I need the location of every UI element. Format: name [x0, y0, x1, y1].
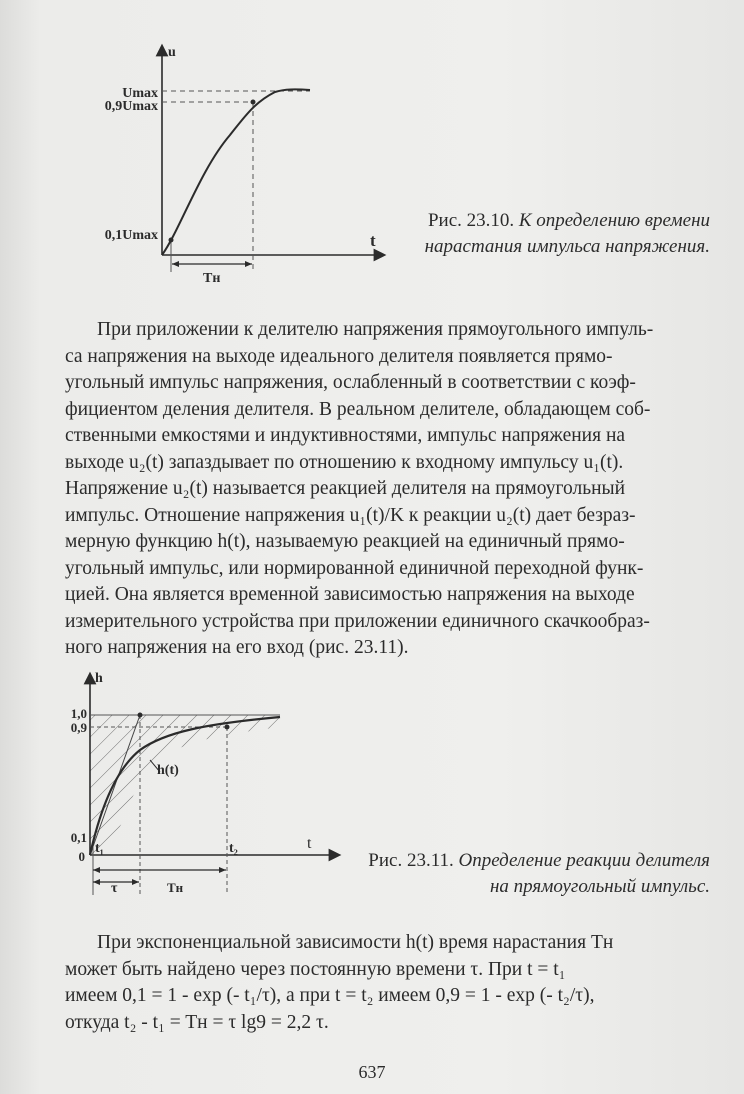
x-axis-label: t [370, 231, 376, 250]
point-01 [169, 238, 174, 243]
h09-label: 0,9 [70, 720, 87, 735]
paragraph-line: импульс. Отношение напряжения u₁(t)/K к реакции u₂(t) дает безраз- [65, 504, 636, 526]
paragraph-line: угольный импульс напряжения, ослабленный в соответствии с коэф- [65, 372, 636, 393]
page-number: 637 [358, 1062, 386, 1082]
caption-23-10 [400, 208, 710, 260]
paragraph-line: ного напряжения на его вход (рис. 23.11). [65, 637, 409, 658]
paragraph-line: мерную функцию h(t), называемую реакцией на единичный прямо- [65, 531, 625, 552]
curve-label: h(t) [157, 763, 179, 778]
paragraph-line: угольный импульс, или нормированной единичной переходной функ- [65, 557, 644, 579]
u09-label: 0,9Umax [104, 99, 158, 114]
umax-label: Umax [122, 86, 158, 101]
paragraph-line: фициентом деления делителя. В реальном делителе, обладающем соб- [65, 398, 651, 420]
paragraph-line: При приложении к делителю напряжения прямоугольного импуль- [97, 319, 654, 340]
figure-23-10 [70, 40, 400, 290]
h10-label: 1,0 [70, 706, 87, 721]
caption-text: К определению времени нарастания импульса напряжения. [424, 210, 710, 257]
rise-curve [162, 89, 310, 255]
x-axis-label: t [307, 835, 312, 852]
figure-23-11 [55, 670, 355, 900]
tau-label: τ [111, 881, 118, 896]
caption-number: Рис. 23.11. [368, 850, 454, 871]
caption-number: Рис. 23.10. [427, 210, 515, 231]
t1-label: t₁ [95, 841, 104, 856]
h01-label: 0,1 [70, 830, 87, 845]
paragraph-line: При экспоненциальной зависимости h(t) время нарастания Tн [97, 932, 614, 953]
rise-time-label: Tн [167, 880, 184, 895]
paragraph-line: измерительного устройства при приложении единичного скачкообраз- [65, 610, 650, 632]
paragraph-line: имеем 0,1 = 1 - exp (- t₁/τ), а при t = t₂ имеем 0,9 = 1 - exp (- t₂/τ), [65, 985, 595, 1006]
paragraph-line: ственными емкостями и индуктивностями, импульс напряжения на [65, 425, 626, 446]
paragraph-2 [65, 930, 708, 1036]
rise-time-diagram [70, 40, 400, 290]
caption-23-11 [365, 848, 710, 900]
tau-point [138, 713, 143, 718]
paragraph-line: откуда t₂ - t₁ = Tн = τ lg9 = 2,2 τ. [65, 1011, 329, 1033]
paragraph-1 [65, 317, 708, 662]
point-09 [251, 100, 256, 105]
paragraph-line: может быть найдено через постоянную времени τ. При t = t₁ [65, 958, 566, 980]
caption-text: Определение реакции делителя на прямоугольный импульс. [458, 850, 710, 897]
step-response-diagram [55, 670, 355, 900]
paragraph-line: са напряжения на выходе идеального делителя появляется прямо- [65, 345, 613, 367]
paragraph-line: выходе u₂(t) запаздывает по отношению к входному импульсу u₁(t). [65, 451, 624, 473]
y-axis-label: u [168, 45, 176, 60]
y-axis-label: h [95, 671, 103, 686]
zero-label: 0 [78, 849, 85, 864]
t2-label: t₂ [229, 841, 238, 856]
rise-time-label: Tн [203, 271, 221, 286]
point-09 [225, 725, 230, 730]
paragraph-line: цией. Она является временной зависимостью напряжения на выходе [65, 584, 635, 605]
u01-label: 0,1Umax [104, 228, 158, 243]
paragraph-line: Напряжение u₂(t) называется реакцией делителя на прямоугольный [65, 478, 626, 499]
